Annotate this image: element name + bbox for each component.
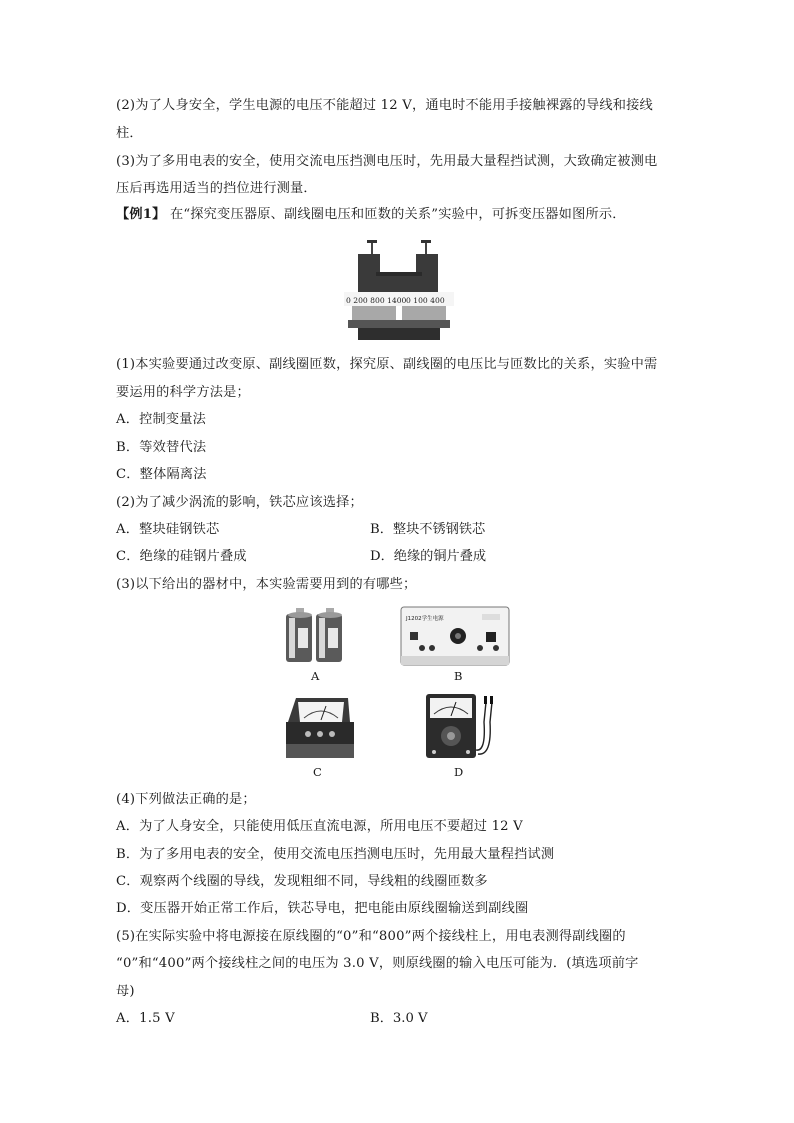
q1-line-1: (1)本实验要通过改变原、副线圈匝数，探究原、副线圈的电压比与匝数比的关系，实验中需 [116,357,658,372]
power-supply-label: J1202学生电源 [406,616,444,622]
q2-option-b: B．整块不锈钢铁芯 [370,522,486,537]
q1-line-2: 要运用的科学方法是； [116,385,250,400]
q5-line-1: (5)在实际实验中将电源接在原线圈的“0”和“800”两个接线柱上，用电表测得副线圈的 [116,929,626,944]
q1-option-b: B．等效替代法 [116,440,207,455]
text-line-2: 柱． [116,126,143,141]
q5-line-2: “0”和“400”两个接线柱之间的电压为 3.0 V，则原线圈的输入电压可能为．(填选项前字 [116,956,639,971]
q5-option-a: A．1.5 V [116,1011,175,1026]
text-line-4: 压后再选用适当的挡位进行测量． [116,181,317,196]
q4-option-c: C．观察两个线圈的导线，发现粗细不同，导线粗的线圈匝数多 [116,874,488,889]
transformer-right-label: 0 100 400 [406,296,445,305]
q2-option-d: D．绝缘的铜片叠成 [370,549,487,564]
caption-b: B [454,669,463,683]
text-line-1: (2)为了人身安全，学生电源的电压不能超过 12 V，通电时不能用手接触裸露的导线和接线 [116,98,653,113]
q3-stem: (3)以下给出的器材中，本实验需要用到的有哪些； [116,577,417,592]
q4-option-d: D．变压器开始正常工作后，铁芯导电，把电能由原线圈输送到副线圈 [116,901,529,916]
example-tag: 【例1】 [116,207,166,222]
q2-option-c: C．绝缘的硅钢片叠成 [116,549,247,564]
voltmeter-icon [284,692,356,762]
q2-stem: (2)为了减少涡流的影响，铁芯应该选择； [116,495,363,510]
q1-option-c: C．整体隔离法 [116,467,207,482]
battery-icon [284,606,346,664]
caption-d: D [454,765,464,779]
caption-a: A [311,669,320,683]
text-line-3: (3)为了多用电表的安全，使用交流电压挡测电压时，先用最大量程挡试测，大致确定被测电 [116,154,658,169]
q4-option-b: B．为了多用电表的安全，使用交流电压挡测电压时，先用最大量程挡试测 [116,847,555,862]
q2-option-a: A．整块硅钢铁芯 [116,522,220,537]
q5-option-b: B．3.0 V [370,1011,428,1026]
q4-option-a: A．为了人身安全，只能使用低压直流电源，所用电压不要超过 12 V [116,819,523,834]
transformer-left-label: 0 200 800 1400 [346,296,407,305]
q4-stem: (4)下列做法正确的是； [116,792,256,807]
q5-line-3: 母) [116,984,135,999]
caption-c: C [313,765,322,779]
power-supply-icon [400,606,510,666]
example-heading [116,206,626,224]
example-text: 在“探究变压器原、副线圈电压和匝数的关系”实验中，可拆变压器如图所示． [169,207,626,222]
multimeter-icon [420,692,502,762]
transformer-icon [344,234,454,342]
q1-option-a: A．控制变量法 [116,412,207,427]
